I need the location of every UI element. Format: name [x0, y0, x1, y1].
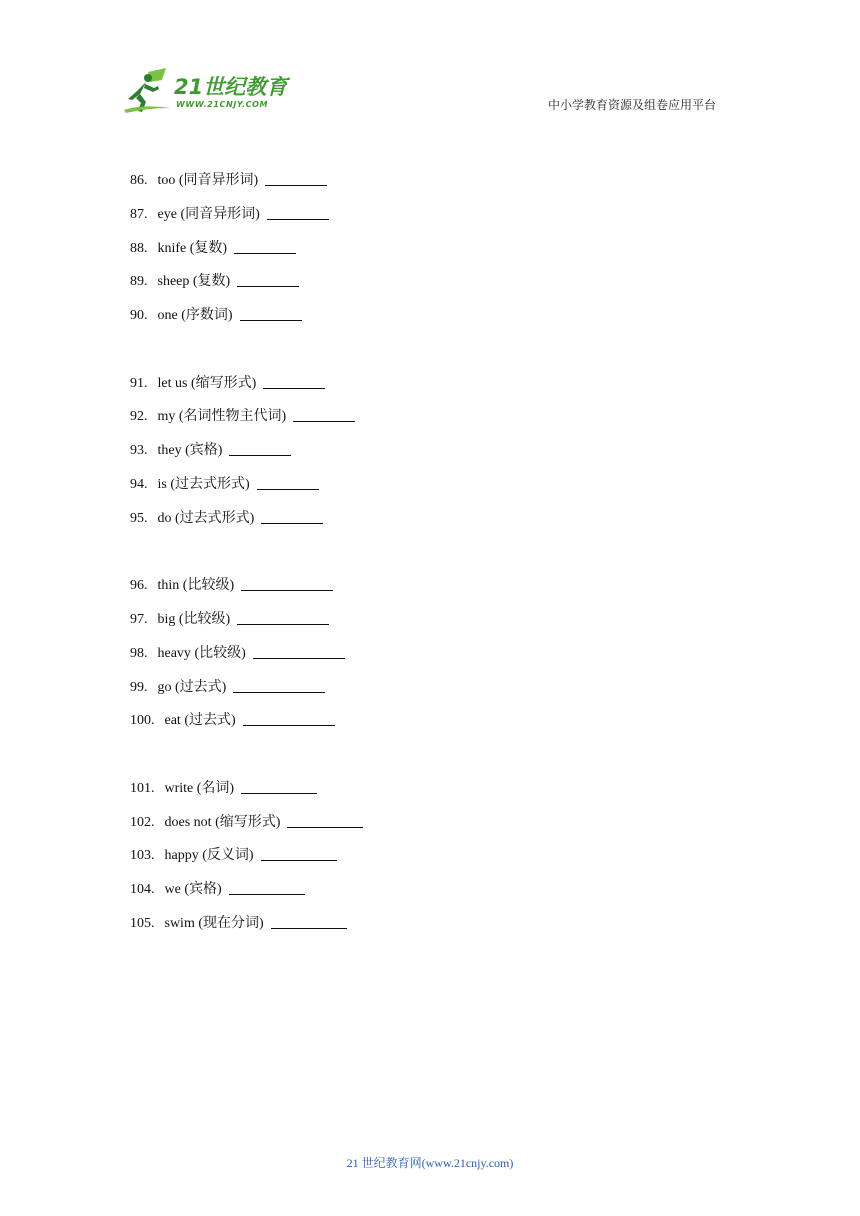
- question-hint: (比较级): [182, 578, 235, 593]
- answer-blank[interactable]: [237, 610, 329, 625]
- question-word: do: [157, 511, 172, 526]
- question-word: eye: [157, 207, 177, 222]
- question-hint: (复数): [189, 241, 228, 256]
- answer-blank[interactable]: [261, 846, 337, 861]
- answer-blank[interactable]: [261, 509, 323, 524]
- question-number: 94.: [130, 477, 148, 492]
- question-hint: (同音异形词): [178, 173, 259, 188]
- question-number: 89.: [130, 274, 148, 289]
- question-hint: (序数词): [181, 308, 233, 323]
- question-item: [130, 238, 296, 260]
- question-item: [130, 508, 323, 530]
- answer-blank[interactable]: [293, 407, 355, 422]
- question-number: 87.: [130, 207, 148, 222]
- header-tagline: 中小学教育资源及组卷应用平台: [548, 98, 717, 112]
- question-hint: (名词): [196, 781, 235, 796]
- answer-blank[interactable]: [233, 678, 325, 693]
- question-word: sheep: [157, 274, 190, 289]
- question-item: [130, 710, 335, 732]
- question-number: 102.: [130, 815, 155, 830]
- question-word: happy: [164, 848, 199, 863]
- answer-blank[interactable]: [287, 813, 363, 828]
- answer-blank[interactable]: [265, 171, 327, 186]
- question-number: 105.: [130, 916, 155, 931]
- question-hint: (同音异形词): [180, 207, 260, 222]
- question-number: 101.: [130, 781, 155, 796]
- question-hint: (宾格): [184, 882, 222, 897]
- question-item: [130, 575, 333, 597]
- question-hint: (现在分词): [198, 916, 264, 931]
- question-item: [130, 778, 317, 800]
- question-number: 96.: [130, 578, 148, 593]
- page-header: [0, 0, 860, 130]
- question-item: [130, 170, 327, 192]
- question-number: 93.: [130, 443, 148, 458]
- question-word: one: [157, 308, 178, 323]
- question-hint: (复数): [192, 274, 231, 289]
- question-item: [130, 440, 291, 462]
- question-number: 103.: [130, 848, 155, 863]
- question-number: 97.: [130, 612, 148, 627]
- question-number: 99.: [130, 680, 148, 695]
- question-hint: (过去式): [184, 713, 236, 728]
- question-word: does not: [164, 815, 212, 830]
- logo-subtext: WWW.21CNJY.COM: [176, 100, 269, 109]
- runner-logo-icon: [122, 66, 174, 116]
- question-word: my: [157, 409, 176, 424]
- page-footer: 21 世纪教育网(www.21cnjy.com): [346, 1156, 514, 1170]
- answer-blank[interactable]: [267, 205, 329, 220]
- question-item: [130, 845, 337, 867]
- question-item: [130, 812, 363, 834]
- question-number: 92.: [130, 409, 148, 424]
- question-item: [130, 271, 299, 293]
- answer-blank[interactable]: [229, 441, 291, 456]
- answer-blank[interactable]: [263, 374, 325, 389]
- question-item: [130, 609, 329, 631]
- answer-blank[interactable]: [253, 644, 345, 659]
- question-word: go: [157, 680, 172, 695]
- logo-text: 21世纪教育: [174, 75, 288, 99]
- answer-blank[interactable]: [257, 475, 319, 490]
- question-item: [130, 406, 355, 428]
- question-number: 91.: [130, 376, 148, 391]
- question-item: [130, 474, 319, 496]
- question-item: [130, 879, 305, 901]
- question-hint: (过去式): [175, 680, 227, 695]
- question-word: heavy: [157, 646, 191, 661]
- question-hint: (反义词): [202, 848, 254, 863]
- question-hint: (宾格): [185, 443, 223, 458]
- question-number: 104.: [130, 882, 155, 897]
- question-hint: (过去式形式): [170, 477, 250, 492]
- question-word: too: [157, 173, 176, 188]
- question-item: [130, 677, 325, 699]
- question-hint: (缩写形式): [215, 815, 281, 830]
- answer-blank[interactable]: [240, 306, 302, 321]
- answer-blank[interactable]: [229, 880, 305, 895]
- question-item: [130, 305, 302, 327]
- question-word: big: [157, 612, 176, 627]
- question-number: 90.: [130, 308, 148, 323]
- question-item: [130, 204, 329, 226]
- question-word: let us: [157, 376, 188, 391]
- answer-blank[interactable]: [241, 779, 317, 794]
- question-hint: (名词性物主代词): [178, 409, 287, 424]
- answer-blank[interactable]: [237, 272, 299, 287]
- question-item: [130, 643, 345, 665]
- question-word: thin: [157, 578, 180, 593]
- answer-blank[interactable]: [234, 239, 296, 254]
- question-number: 100.: [130, 713, 155, 728]
- question-word: knife: [157, 241, 187, 256]
- question-word: eat: [164, 713, 181, 728]
- question-word: swim: [164, 916, 195, 931]
- logo: [122, 66, 292, 116]
- question-item: [130, 373, 325, 395]
- question-hint: (比较级): [178, 612, 231, 627]
- question-hint: (缩写形式): [190, 376, 257, 391]
- answer-blank[interactable]: [241, 576, 333, 591]
- question-word: write: [164, 781, 194, 796]
- answer-blank[interactable]: [243, 711, 335, 726]
- answer-blank[interactable]: [271, 914, 347, 929]
- question-hint: (比较级): [194, 646, 246, 661]
- question-hint: (过去式形式): [175, 511, 255, 526]
- question-item: [130, 913, 347, 935]
- question-number: 88.: [130, 241, 148, 256]
- question-number: 98.: [130, 646, 148, 661]
- question-word: we: [164, 882, 181, 897]
- question-number: 95.: [130, 511, 148, 526]
- question-number: 86.: [130, 173, 148, 188]
- question-word: they: [157, 443, 182, 458]
- question-word: is: [157, 477, 167, 492]
